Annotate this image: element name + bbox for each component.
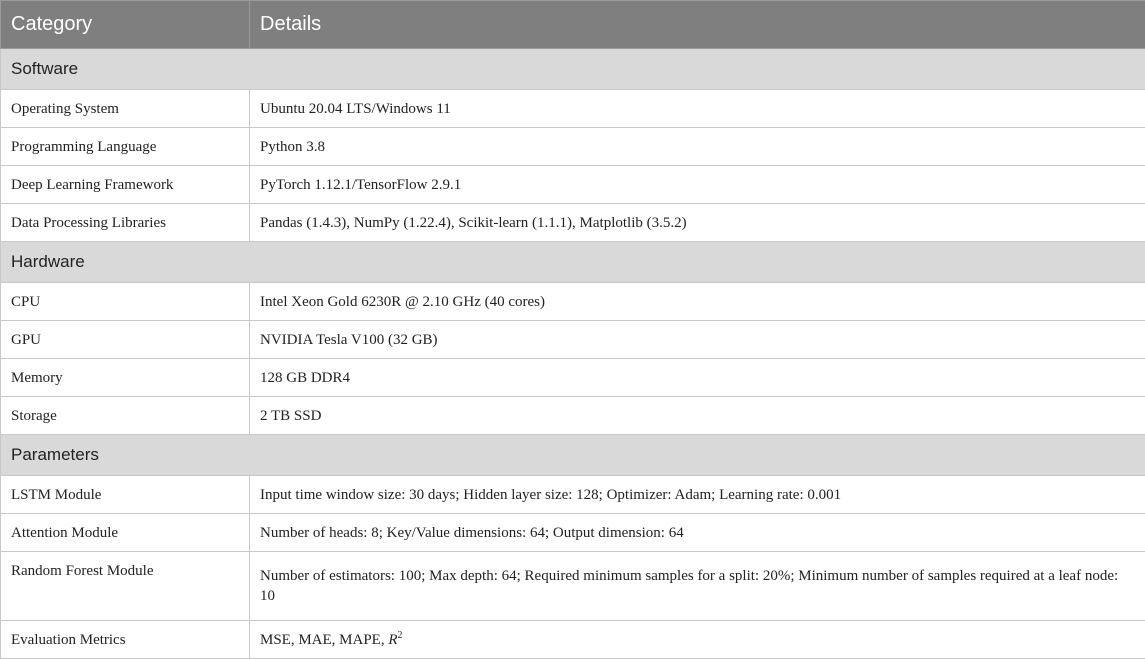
header-category: Category (1, 1, 250, 49)
header-row (1, 1, 1145, 49)
section-title: Parameters (1, 435, 1145, 476)
table-row (1, 476, 1145, 514)
table-row (1, 321, 1145, 359)
row-details: Number of heads: 8; Key/Value dimensions: 64; Output dimension: 64 (250, 514, 1145, 552)
section-title: Hardware (1, 242, 1145, 283)
table-row (1, 283, 1145, 321)
row-details: PyTorch 1.12.1/TensorFlow 2.9.1 (250, 166, 1145, 204)
row-details: Intel Xeon Gold 6230R @ 2.10 GHz (40 cores) (250, 283, 1145, 321)
r-squared-symbol: R (388, 632, 397, 648)
row-category: Memory (1, 359, 250, 397)
row-category: Storage (1, 397, 250, 435)
row-details: Number of estimators: 100; Max depth: 64; Required minimum samples for a split: 20%; Minimum number of samples required at a leaf node: 10 (250, 552, 1145, 621)
table-row (1, 359, 1145, 397)
row-details: 2 TB SSD (250, 397, 1145, 435)
row-category: Attention Module (1, 514, 250, 552)
row-category: Data Processing Libraries (1, 204, 250, 242)
table-row (1, 397, 1145, 435)
row-category: Random Forest Module (1, 552, 250, 621)
table-row (1, 128, 1145, 166)
table-row (1, 514, 1145, 552)
section-row-hardware (1, 242, 1145, 283)
row-details: Ubuntu 20.04 LTS/Windows 11 (250, 90, 1145, 128)
row-details: 128 GB DDR4 (250, 359, 1145, 397)
row-category: GPU (1, 321, 250, 359)
row-details: Input time window size: 30 days; Hidden layer size: 128; Optimizer: Adam; Learning rate: 0.001 (250, 476, 1145, 514)
table-row (1, 166, 1145, 204)
r-squared-exponent: 2 (398, 630, 403, 641)
section-row-parameters (1, 435, 1145, 476)
row-details: Python 3.8 (250, 128, 1145, 166)
row-category: Deep Learning Framework (1, 166, 250, 204)
row-details: NVIDIA Tesla V100 (32 GB) (250, 321, 1145, 359)
row-category: CPU (1, 283, 250, 321)
table-row (1, 552, 1145, 621)
row-details: Pandas (1.4.3), NumPy (1.22.4), Scikit-learn (1.1.1), Matplotlib (3.5.2) (250, 204, 1145, 242)
header-details: Details (250, 1, 1145, 49)
row-category: Operating System (1, 90, 250, 128)
section-row-software (1, 49, 1145, 90)
section-title: Software (1, 49, 1145, 90)
table-row (1, 621, 1145, 659)
row-details (250, 621, 1145, 659)
table-row (1, 204, 1145, 242)
row-category: Evaluation Metrics (1, 621, 250, 659)
row-category: Programming Language (1, 128, 250, 166)
metrics-list: MSE, MAE, MAPE, (260, 632, 388, 648)
table-row (1, 90, 1145, 128)
row-category: LSTM Module (1, 476, 250, 514)
